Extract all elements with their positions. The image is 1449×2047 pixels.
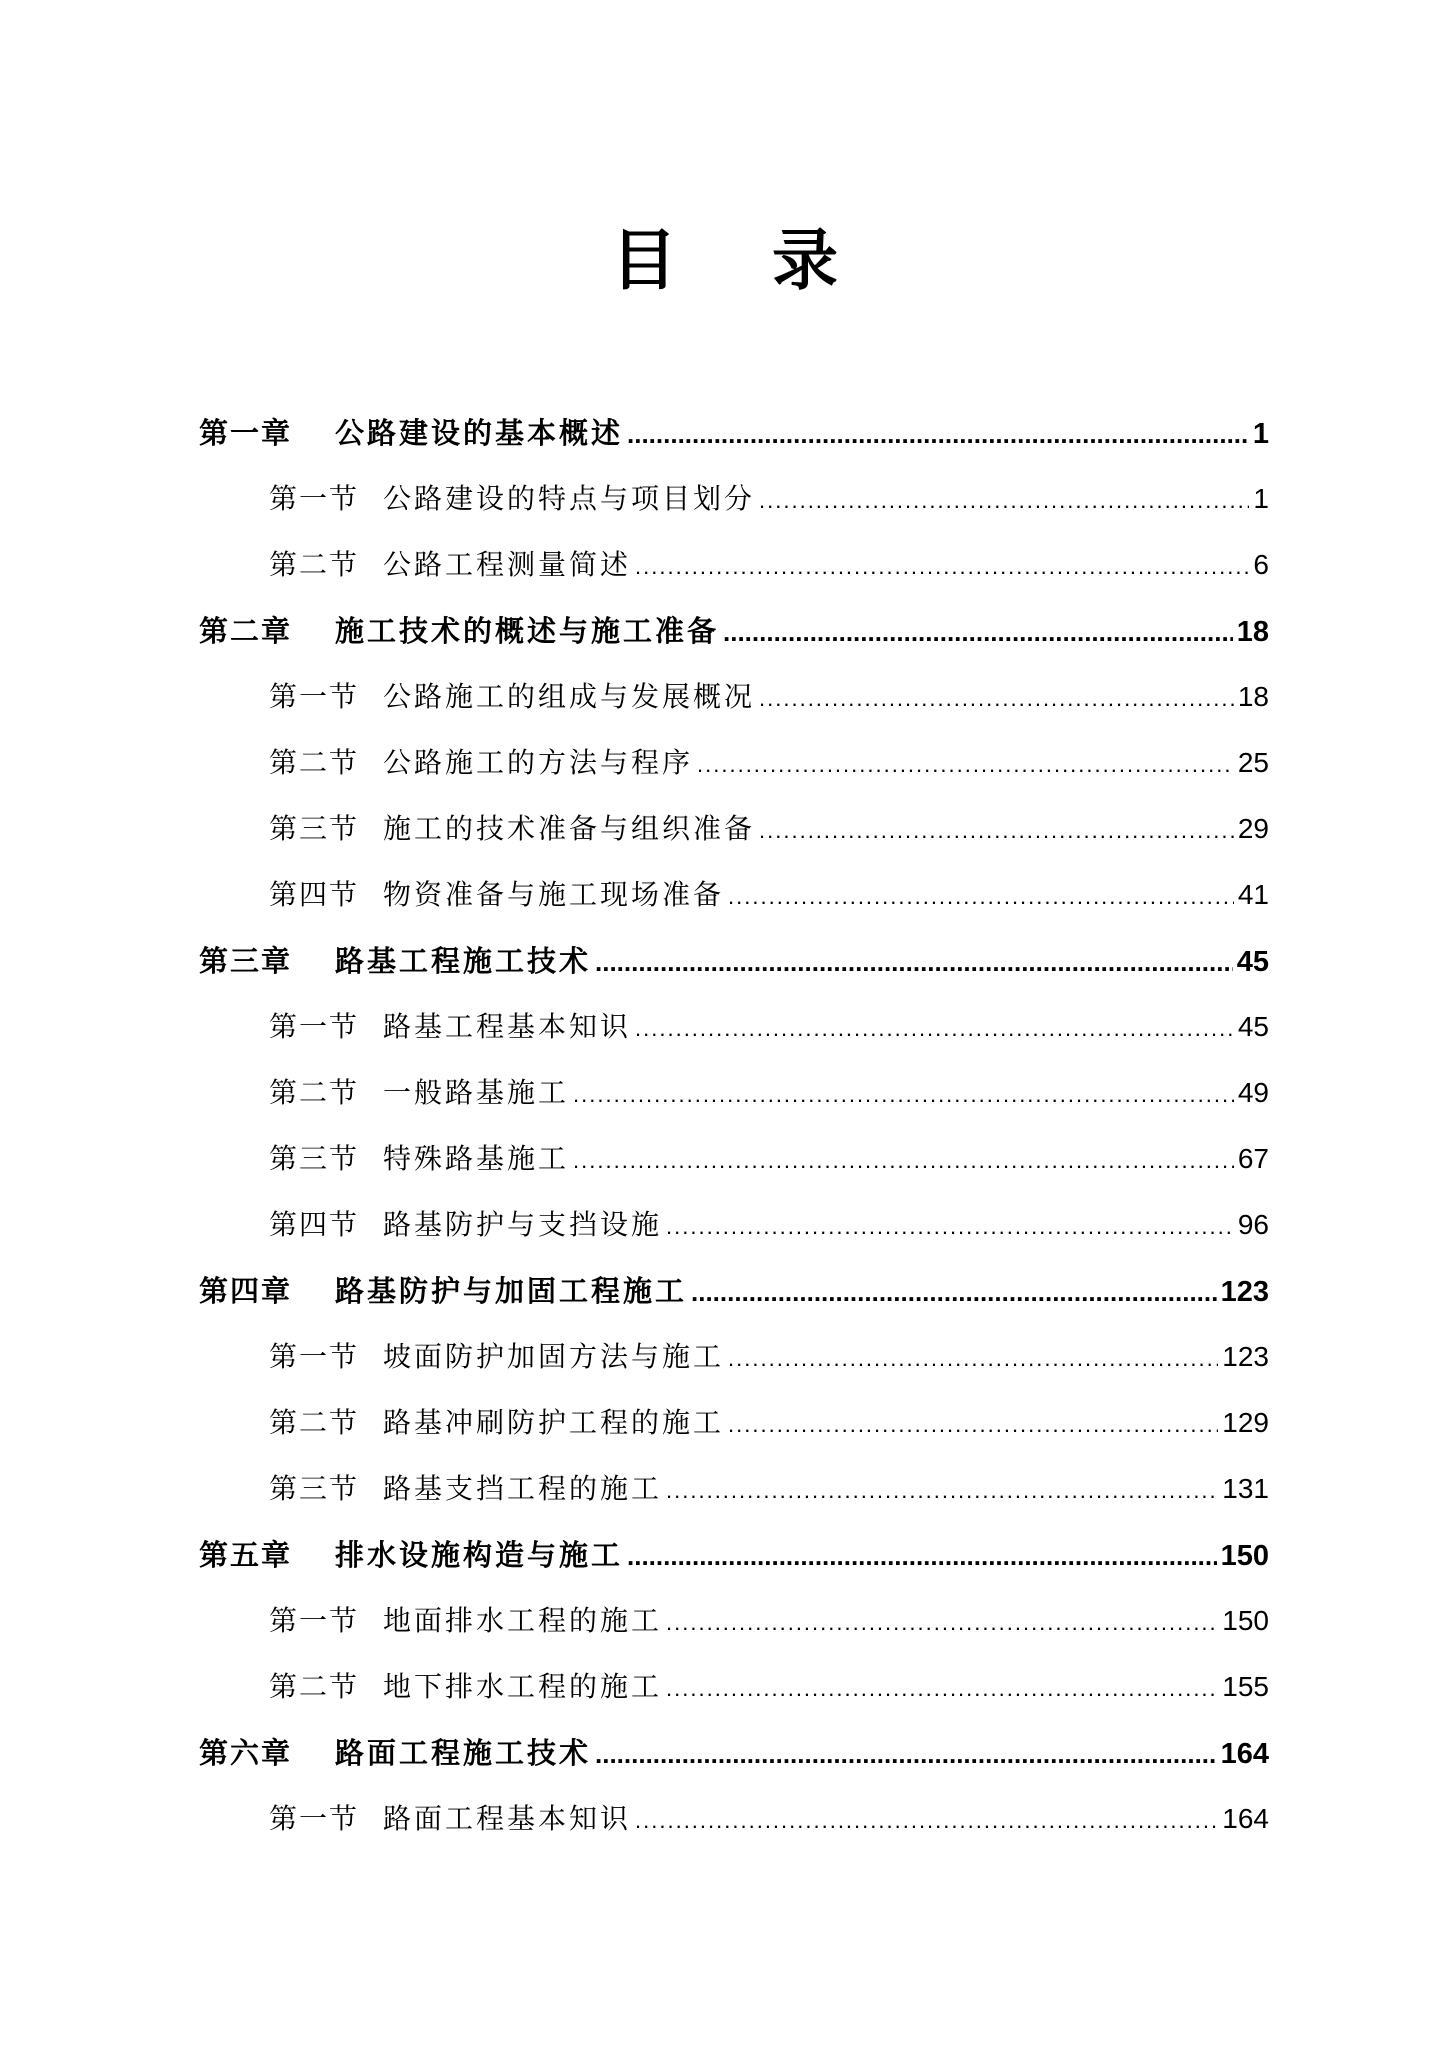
toc-section-entry[interactable]	[199, 796, 1269, 862]
section-number: 第二节	[269, 1670, 360, 1703]
section-number: 第二节	[269, 548, 360, 581]
page-number: 45	[1236, 946, 1269, 978]
section-title: 一般路基施工	[383, 1076, 570, 1109]
section-number: 第一节	[269, 1802, 360, 1835]
toc-chapter-entry[interactable]	[199, 1258, 1269, 1324]
section-title: 公路工程测量简述	[383, 548, 632, 581]
section-number: 第三节	[269, 812, 360, 845]
dot-leader	[666, 1656, 1218, 1722]
page-number: 1	[1252, 418, 1269, 450]
chapter-title: 路面工程施工技术	[335, 1736, 592, 1770]
page-number: 49	[1237, 1077, 1269, 1108]
section-number: 第三节	[269, 1472, 360, 1505]
dot-leader	[635, 996, 1234, 1062]
dot-leader	[759, 468, 1249, 534]
page-number: 96	[1237, 1209, 1269, 1240]
section-number: 第二节	[269, 1076, 360, 1109]
page-number: 18	[1237, 681, 1269, 712]
section-title: 坡面防护加固方法与施工	[383, 1340, 725, 1373]
section-title: 路基工程基本知识	[383, 1010, 632, 1043]
page-number: 155	[1222, 1671, 1269, 1702]
chapter-number: 第四章	[199, 1274, 293, 1308]
section-title: 特殊路基施工	[383, 1142, 570, 1175]
chapter-number: 第三章	[199, 944, 293, 978]
section-number: 第一节	[269, 1604, 360, 1637]
section-title: 公路建设的特点与项目划分	[383, 482, 756, 515]
toc-section-entry[interactable]	[199, 1456, 1269, 1522]
chapter-title: 路基工程施工技术	[335, 944, 592, 978]
page-number: 123	[1220, 1276, 1269, 1308]
page-number: 164	[1222, 1803, 1269, 1834]
dot-leader	[666, 1590, 1218, 1656]
section-number: 第四节	[269, 878, 360, 911]
section-title: 路面工程基本知识	[383, 1802, 632, 1835]
chapter-number: 第二章	[199, 614, 293, 648]
chapter-title: 施工技术的概述与施工准备	[335, 614, 720, 648]
page-number: 41	[1237, 879, 1269, 910]
page-number: 6	[1253, 549, 1269, 580]
section-title: 路基支挡工程的施工	[383, 1472, 663, 1505]
chapter-number: 第一章	[199, 416, 293, 450]
dot-leader	[759, 666, 1234, 732]
page-number: 45	[1237, 1011, 1269, 1042]
page-number: 150	[1222, 1605, 1269, 1636]
section-number: 第三节	[269, 1142, 360, 1175]
dot-leader	[666, 1194, 1234, 1260]
toc-section-entry[interactable]	[199, 1060, 1269, 1126]
section-number: 第二节	[269, 746, 360, 779]
toc-chapter-entry[interactable]	[199, 598, 1269, 664]
toc-chapter-entry[interactable]	[199, 1522, 1269, 1588]
page-number: 123	[1222, 1341, 1269, 1372]
section-number: 第一节	[269, 1340, 360, 1373]
toc-section-entry[interactable]	[199, 994, 1269, 1060]
dot-leader	[728, 1392, 1218, 1458]
page-number: 25	[1237, 747, 1269, 778]
toc-chapter-entry[interactable]	[199, 400, 1269, 466]
dot-leader	[573, 1128, 1234, 1194]
dot-leader	[759, 798, 1234, 864]
chapter-title: 公路建设的基本概述	[335, 416, 624, 450]
dot-leader	[627, 1523, 1217, 1589]
toc-section-entry[interactable]	[199, 466, 1269, 532]
chapter-title: 路基防护与加固工程施工	[335, 1274, 688, 1308]
toc-section-entry[interactable]	[199, 1324, 1269, 1390]
chapter-number: 第六章	[199, 1736, 293, 1770]
section-number: 第一节	[269, 482, 360, 515]
page-number: 1	[1253, 483, 1269, 514]
page-number: 164	[1220, 1738, 1269, 1770]
toc-title: 目 录	[611, 221, 874, 299]
dot-leader	[697, 732, 1234, 798]
section-title: 路基冲刷防护工程的施工	[383, 1406, 725, 1439]
page-number: 67	[1237, 1143, 1269, 1174]
section-title: 公路施工的方法与程序	[383, 746, 694, 779]
dot-leader	[728, 1326, 1218, 1392]
toc-list	[199, 400, 1269, 1852]
section-number: 第四节	[269, 1208, 360, 1241]
chapter-title: 排水设施构造与施工	[335, 1538, 624, 1572]
section-number: 第二节	[269, 1406, 360, 1439]
toc-section-entry[interactable]	[199, 1126, 1269, 1192]
page-number: 129	[1222, 1407, 1269, 1438]
dot-leader	[635, 534, 1249, 600]
chapter-number: 第五章	[199, 1538, 293, 1572]
toc-chapter-entry[interactable]	[199, 928, 1269, 994]
section-title: 物资准备与施工现场准备	[383, 878, 725, 911]
toc-section-entry[interactable]	[199, 1786, 1269, 1852]
dot-leader	[666, 1458, 1218, 1524]
dot-leader	[635, 1788, 1218, 1854]
dot-leader	[728, 864, 1234, 930]
toc-section-entry[interactable]	[199, 730, 1269, 796]
dot-leader	[573, 1062, 1234, 1128]
toc-section-entry[interactable]	[199, 1192, 1269, 1258]
toc-chapter-entry[interactable]	[199, 1720, 1269, 1786]
dot-leader	[595, 929, 1233, 995]
dot-leader	[627, 401, 1249, 467]
section-title: 地下排水工程的施工	[383, 1670, 663, 1703]
page-number: 29	[1237, 813, 1269, 844]
dot-leader	[595, 1721, 1217, 1787]
dot-leader	[723, 599, 1233, 665]
page-number: 150	[1220, 1540, 1269, 1572]
toc-section-entry[interactable]	[199, 862, 1269, 928]
section-title: 路基防护与支挡设施	[383, 1208, 663, 1241]
dot-leader	[691, 1259, 1217, 1325]
toc-section-entry[interactable]	[199, 532, 1269, 598]
section-number: 第一节	[269, 680, 360, 713]
toc-section-entry[interactable]	[199, 1390, 1269, 1456]
section-title: 施工的技术准备与组织准备	[383, 812, 756, 845]
section-title: 公路施工的组成与发展概况	[383, 680, 756, 713]
toc-section-entry[interactable]	[199, 1654, 1269, 1720]
toc-section-entry[interactable]	[199, 664, 1269, 730]
page-number: 18	[1236, 616, 1269, 648]
page-number: 131	[1222, 1473, 1269, 1504]
toc-section-entry[interactable]	[199, 1588, 1269, 1654]
section-title: 地面排水工程的施工	[383, 1604, 663, 1637]
section-number: 第一节	[269, 1010, 360, 1043]
